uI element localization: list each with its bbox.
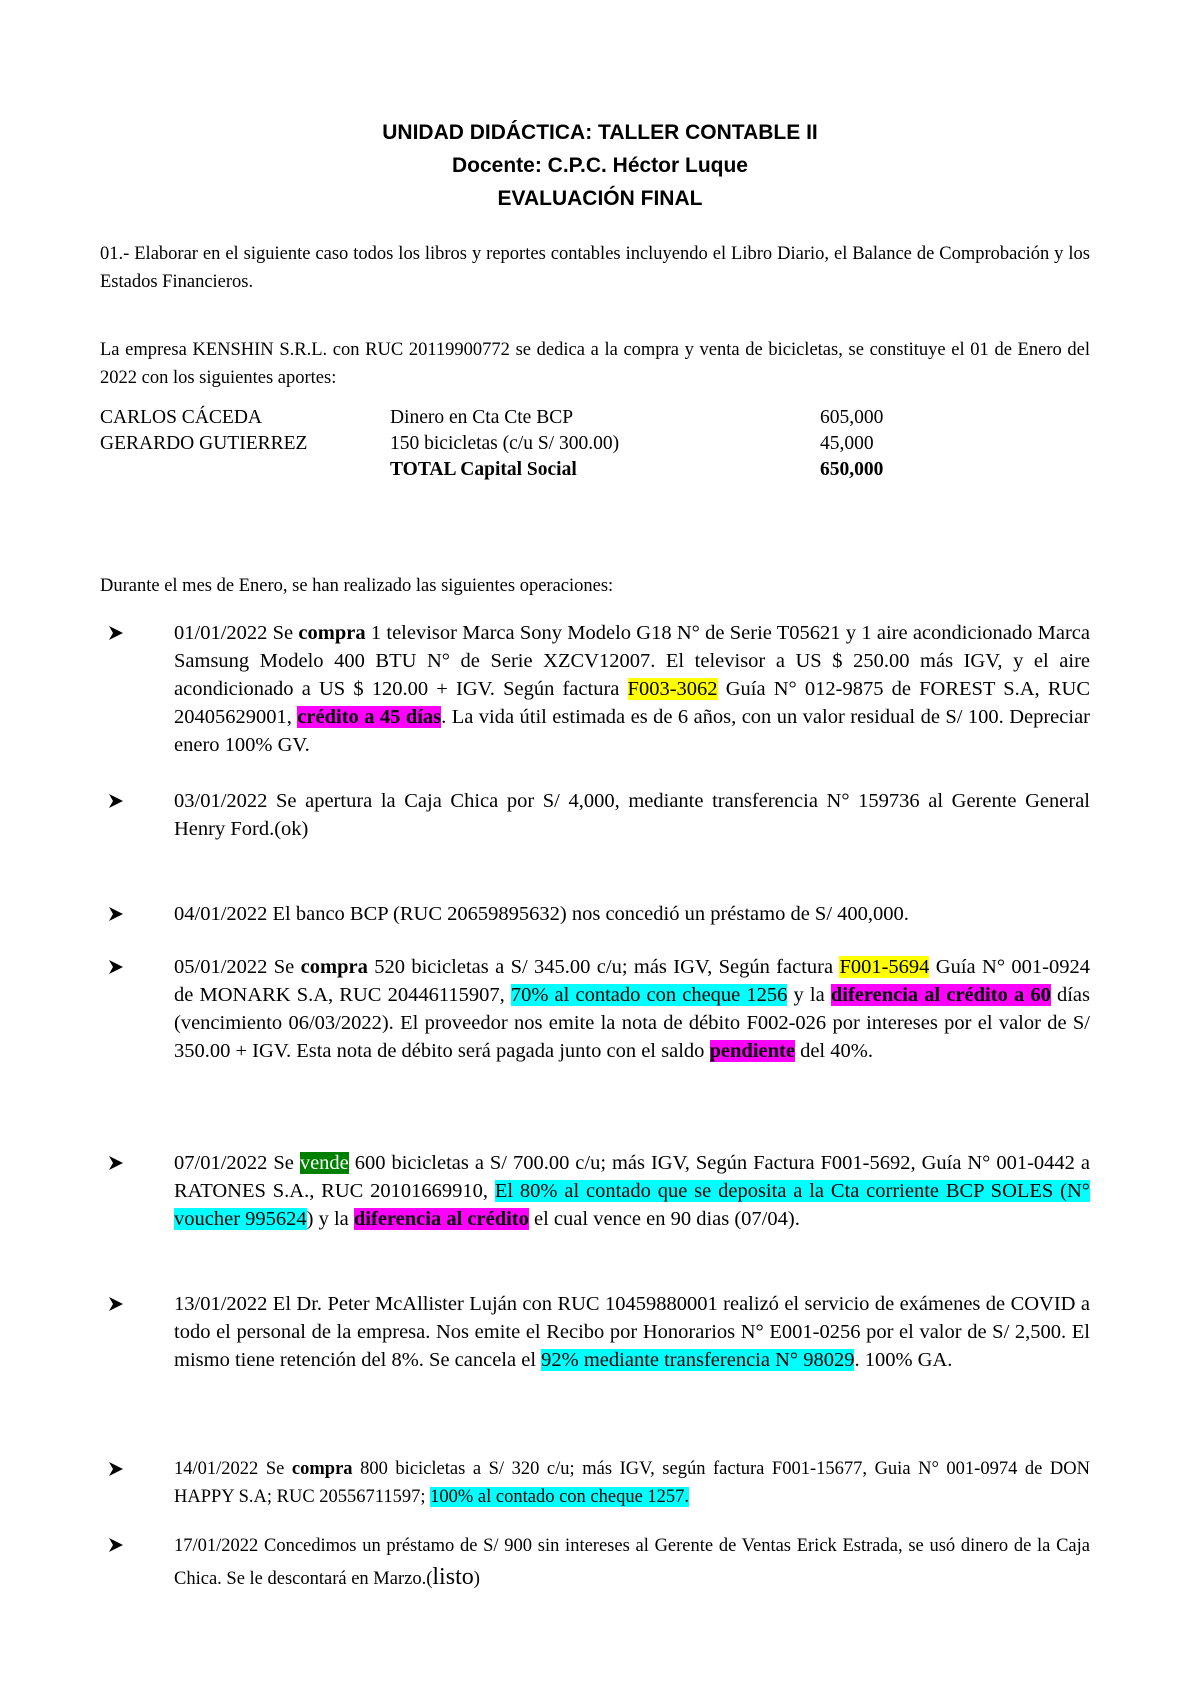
contribution-amount: 605,000 — [820, 407, 884, 428]
text-fragment: y la — [787, 984, 831, 1006]
partner-name: GERARDO GUTIERREZ — [100, 433, 308, 454]
operation-text — [174, 953, 1090, 1065]
operation-text — [174, 1455, 1090, 1511]
operation-text: 03/01/2022 Se apertura la Caja Chica por S/ 4,000, mediante transferencia N° 159736 al Gerente General Henry Ford.(ok) — [174, 790, 1090, 840]
highlight-sale: vende — [299, 1152, 349, 1174]
text-fragment: . La vida útil estimada es de 6 años, con un valor residual de S/ 100. Depreciar enero 100% GV. — [174, 706, 1090, 756]
contribution-description: Dinero en Cta Cte BCP — [390, 407, 574, 428]
operation-item — [140, 953, 1090, 1065]
contribution-row — [0, 431, 1200, 457]
operation-text: 04/01/2022 El banco BCP (RUC 20659895632) nos concedió un préstamo de S/ 400,000. — [174, 903, 909, 925]
text-fragment: el cual vence en 90 dias (07/04). — [528, 1208, 800, 1230]
text-fragment: 14/01/2022 Se — [174, 1459, 292, 1479]
text-fragment: Guía N° 012-9875 de FOREST S.A, RUC 20405629001, — [174, 678, 1090, 728]
highlight-credit: diferencia al crédito — [353, 1208, 529, 1230]
operation-item — [140, 1531, 1090, 1595]
highlight-invoice: F001-5694 — [839, 956, 930, 978]
text-fragment: días (vencimiento 06/03/2022). El proveedor nos emite la nota de débito F002-026 por intereses por el valor de S/ 350.00 + IGV. Esta nota de débito será pagada junto con el saldo — [174, 984, 1090, 1062]
operation-text — [174, 619, 1090, 759]
arrow-bullet-icon — [106, 1531, 126, 1559]
text-fragment: 05/01/2022 Se — [174, 956, 301, 978]
text-fragment: 01/01/2022 Se — [174, 622, 299, 644]
highlight-pending: pendiente — [709, 1040, 795, 1062]
operation-item — [140, 1455, 1090, 1511]
text-fragment: 1 televisor Marca Sony Modelo G18 N° de Serie T05621 y 1 aire acondicionado Marca Samsung Modelo 400 BTU N° de Serie XZCV12007. El televisor a US $ 250.00 más IGV, y el aire acondicionado a US $ 120.00 + IGV. Según factura — [174, 622, 1090, 700]
operation-text — [174, 1531, 1090, 1595]
operation-item — [140, 900, 1090, 928]
operation-text — [174, 1149, 1090, 1233]
contribution-amount: 45,000 — [820, 433, 874, 454]
contribution-description: 150 bicicletas (c/u S/ 300.00) — [390, 433, 620, 454]
highlight-credit: crédito a 45 días — [297, 706, 442, 728]
total-amount: 650,000 — [820, 459, 884, 480]
arrow-bullet-icon — [106, 1455, 126, 1483]
text-fragment: ) — [473, 1569, 480, 1589]
course-title: UNIDAD DIDÁCTICA: TALLER CONTABLE II — [382, 121, 818, 144]
operations-intro: Durante el mes de Enero, se han realizado las siguientes operaciones: — [100, 576, 614, 596]
text-fragment: 520 bicicletas a S/ 345.00 c/u; más IGV, Según factura — [367, 956, 840, 978]
arrow-bullet-icon — [106, 900, 126, 928]
arrow-bullet-icon — [106, 953, 126, 981]
total-label: TOTAL Capital Social — [390, 459, 577, 480]
operation-item — [140, 787, 1090, 843]
exam-title: EVALUACIÓN FINAL — [497, 187, 703, 210]
operation-text — [174, 1290, 1090, 1374]
highlight-credit: diferencia al crédito a 60 — [830, 984, 1051, 1006]
text-fragment: . 100% GA. — [854, 1349, 953, 1371]
text-fragment: Guía N° 001-0924 de MONARK S.A, RUC 20446115907, — [174, 956, 1090, 1006]
text-fragment: del 40%. — [794, 1040, 873, 1062]
status-note: listo — [432, 1564, 474, 1590]
text-fragment: 13/01/2022 El Dr. Peter McAllister Luján con RUC 10459880001 realizó el servicio de exámenes de COVID a todo el personal de la empresa. Nos emite el Recibo por Honorarios N° E001-0256 por el valor de S/ 2,500. El mismo tiene retención del 8%. Se cancela el — [174, 1293, 1090, 1371]
arrow-bullet-icon — [106, 1149, 126, 1177]
total-row — [0, 457, 1200, 483]
arrow-bullet-icon — [106, 619, 126, 647]
operation-item — [140, 1149, 1090, 1233]
operation-item — [140, 1290, 1090, 1374]
arrow-bullet-icon — [106, 787, 126, 815]
highlight-transfer: 92% mediante transferencia N° 98029 — [541, 1349, 855, 1371]
text-fragment: 600 bicicletas a S/ 700.00 c/u; más IGV, Según Factura F001-5692, Guía N° 001-0442 a RATONES S.A., RUC 20101669910, — [174, 1152, 1090, 1202]
highlight-deposit: El 80% al contado que se deposita a la Cta corriente BCP SOLES (N° voucher 995624 — [174, 1180, 1090, 1230]
document-header — [0, 116, 1200, 215]
operation-item — [140, 619, 1090, 759]
partner-name: CARLOS CÁCEDA — [100, 407, 262, 428]
teacher-name: Docente: C.P.C. Héctor Luque — [452, 154, 748, 177]
instruction-paragraph: 01.- Elaborar en el siguiente caso todos los libros y reportes contables incluyendo el Libro Diario, el Balance de Comprobación y los Estados Financieros. — [100, 244, 1090, 292]
text-fragment: 17/01/2022 Concedimos un préstamo de S/ 900 sin intereses al Gerente de Ventas Erick Estrada, se usó dinero de la Caja Chica. Se le descontará en Marzo.( — [174, 1536, 1090, 1589]
arrow-bullet-icon — [106, 1290, 126, 1318]
highlight-cash-payment: 100% al contado con cheque 1257. — [430, 1487, 690, 1507]
keyword-bold: compra — [291, 1459, 353, 1479]
contribution-row — [0, 405, 1200, 431]
keyword-bold: compra — [300, 956, 368, 978]
highlight-cash-payment: 70% al contado con cheque 1256 — [510, 984, 788, 1006]
text-fragment: 800 bicicletas a S/ 320 c/u; más IGV, según factura F001-15677, Guia N° 001-0974 de DON HAPPY S.A; RUC 20556711597; — [174, 1459, 1090, 1507]
company-paragraph: La empresa KENSHIN S.R.L. con RUC 20119900772 se dedica a la compra y venta de bicicletas, se constituye el 01 de Enero del 2022 con los siguientes aportes: — [100, 340, 1090, 388]
keyword-bold: compra — [298, 622, 366, 644]
highlight-invoice: F003-3062 — [627, 678, 718, 700]
text-fragment: 07/01/2022 Se — [174, 1152, 300, 1174]
text-fragment: ) y la — [306, 1208, 354, 1230]
